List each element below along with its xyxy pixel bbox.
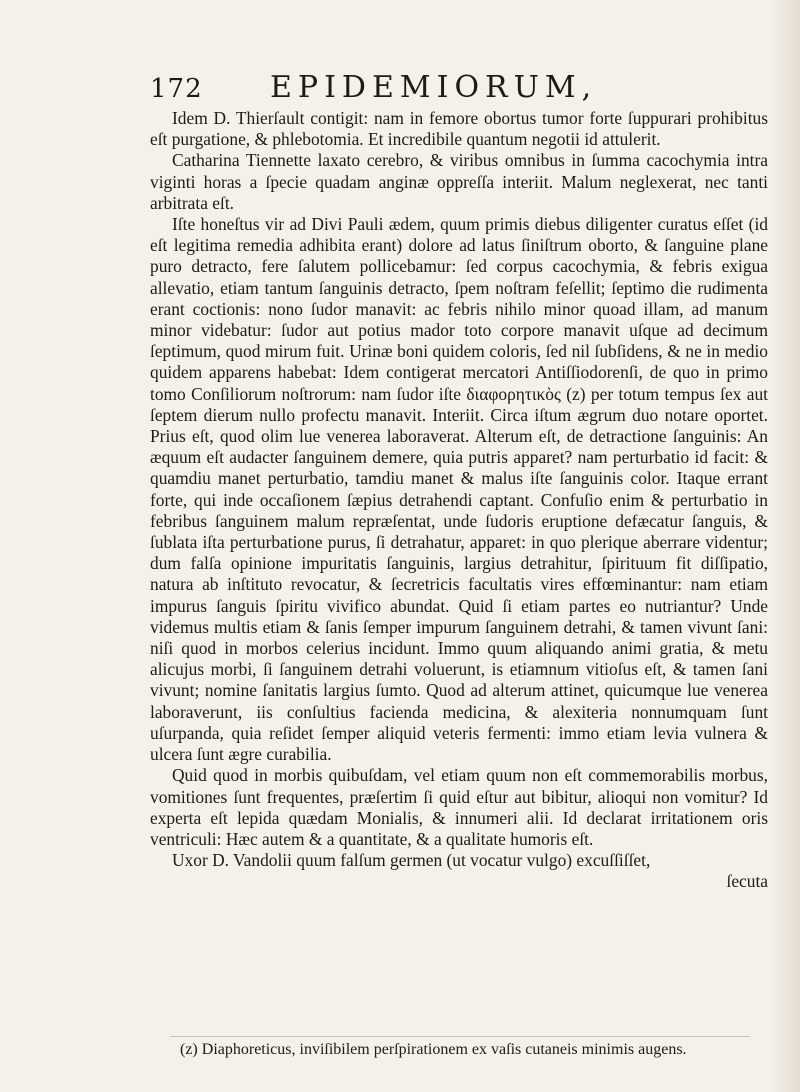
catchword: ſecuta	[726, 871, 768, 892]
paragraph-catharina: Catharina Tiennette laxato cerebro, & viribus omnibus in ſumma cacochymia intra viginti horas a ſpecie quadam anginæ oppreſſa interiit. Malum neglexerat, nec tanti arbitrata eſt.	[150, 150, 768, 213]
body-text	[150, 108, 768, 910]
running-head: EPIDEMIORUM,	[270, 70, 598, 105]
footnote-divider	[170, 1036, 750, 1037]
paragraph-vomitiones: Quid quod in morbis quibuſdam, vel etiam quum non eſt commemorabilis morbus, vomitiones ſunt frequentes, præſertim ſi quid eſtur aut bibitur, alioqui non vomitur? Id experta eſt lepida quædam Monialis, & innumeri alii. Id declarat irritationem oris ventriculi: Hæc autem & a quantitate, & a qualitate humoris eſt.	[150, 765, 768, 849]
page-header	[150, 62, 760, 105]
paragraph-thiersault: Idem D. Thierſault contigit: nam in femore obortus tumor forte ſuppurari prohibitus eſt purgatione, & phlebotomia. Et incredibile quantum negotii id attulerit.	[150, 108, 768, 150]
footnote-z: (z) Diaphoreticus, inviſibilem perſpirationem ex vaſis cutaneis minimis augens.	[180, 1041, 687, 1058]
page-edge-shadow	[770, 0, 800, 1092]
page-number: 172	[150, 74, 203, 104]
paragraph-honestus-vir: Iſte honeſtus vir ad Divi Pauli ædem, quum primis diebus diligenter curatus eſſet (id eſt legitima remedia adhibita erant) dolore ad latus ſiniſtrum oborto, & ſanguine plane puro detracto, fere ſalutem pollicebamur: ſed corpus cacochymia, & febris exigua allevatio, etiam tantum ſanguinis detracto, ſpem noſtram feſellit; ſeptimo die rudimenta erant coctionis: nono ſudor manavit: ac febris nihilo minor quoad illam, ad manum minor videbatur: ſudor aut potius mador toto corpore manavit uſque ad decimum ſeptimum, quod mirum fuit. Urinæ boni quidem coloris, ſed nil ſubſidens, & ne in medio quidem apparens habebat: Idem contigerat mercatori Antiſſiodorenſi, de quo in primo tomo Conſiliorum noſtrorum: nam ſudor iſte διαφορητικὸς (z) per totum tempus ſex aut ſeptem dierum nullo profectu manavit. Interiit. Circa iſtum ægrum duo notare oportet. Prius eſt, quod olim lue venerea laboraverat. Alterum eſt, de detractione ſanguinis: An æquum eſt audacter ſanguinem demere, quia putris apparet? nam perturbatio id facit: & quamdiu manet perturbatio, tamdiu manet & malus iſte ſanguinis color. Itaque errant forte, qui inde occaſionem ſæpius detrahendi captant. Confuſio enim & perturbatio in febribus ſanguinem malum repræſentat, unde ſudoris eruptione defæcatur ſanguis, & ſublata iſta perturbatione purus, ſi detrahatur, apparet: in quo plerique aberrare videntur; dum falſa opinione impuritatis ſanguinis, largius detrahitur, ſpirituum fit diſſipatio, natura ab inſtituto revocatur, & ſecretricis facultatis vires effœminantur: nam etiam impurus ſanguis ſpiritu vivifico abundat. Quid ſi etiam partes eo nutriantur? Unde videmus multis etiam & ſanis ſemper impurum ſanguinem detrahi, & tamen vivunt ſani: niſi quod in morbos celerius incidunt. Immo quum aliquando animi gratia, & metu alicujus morbi, ſi ſanguinem detrahi voluerunt, is etiamnum vitioſus eſt, & tamen ſani vivunt; nomine ſanitatis largius ſumto. Quod ad alterum attinet, quicumque lue venerea laboraverunt, iis conſultius facienda medicina, & alexiteria nonnumquam ſunt uſurpanda, quia reſidet ſemper aliquid veteris fermenti: immo etiam levia vulnera & ulcera ſunt ægre curabilia.	[150, 214, 768, 765]
paragraph-uxor-vandolii: Uxor D. Vandolii quum falſum germen (ut vocatur vulgo) excuſſiſſet,	[172, 850, 651, 871]
